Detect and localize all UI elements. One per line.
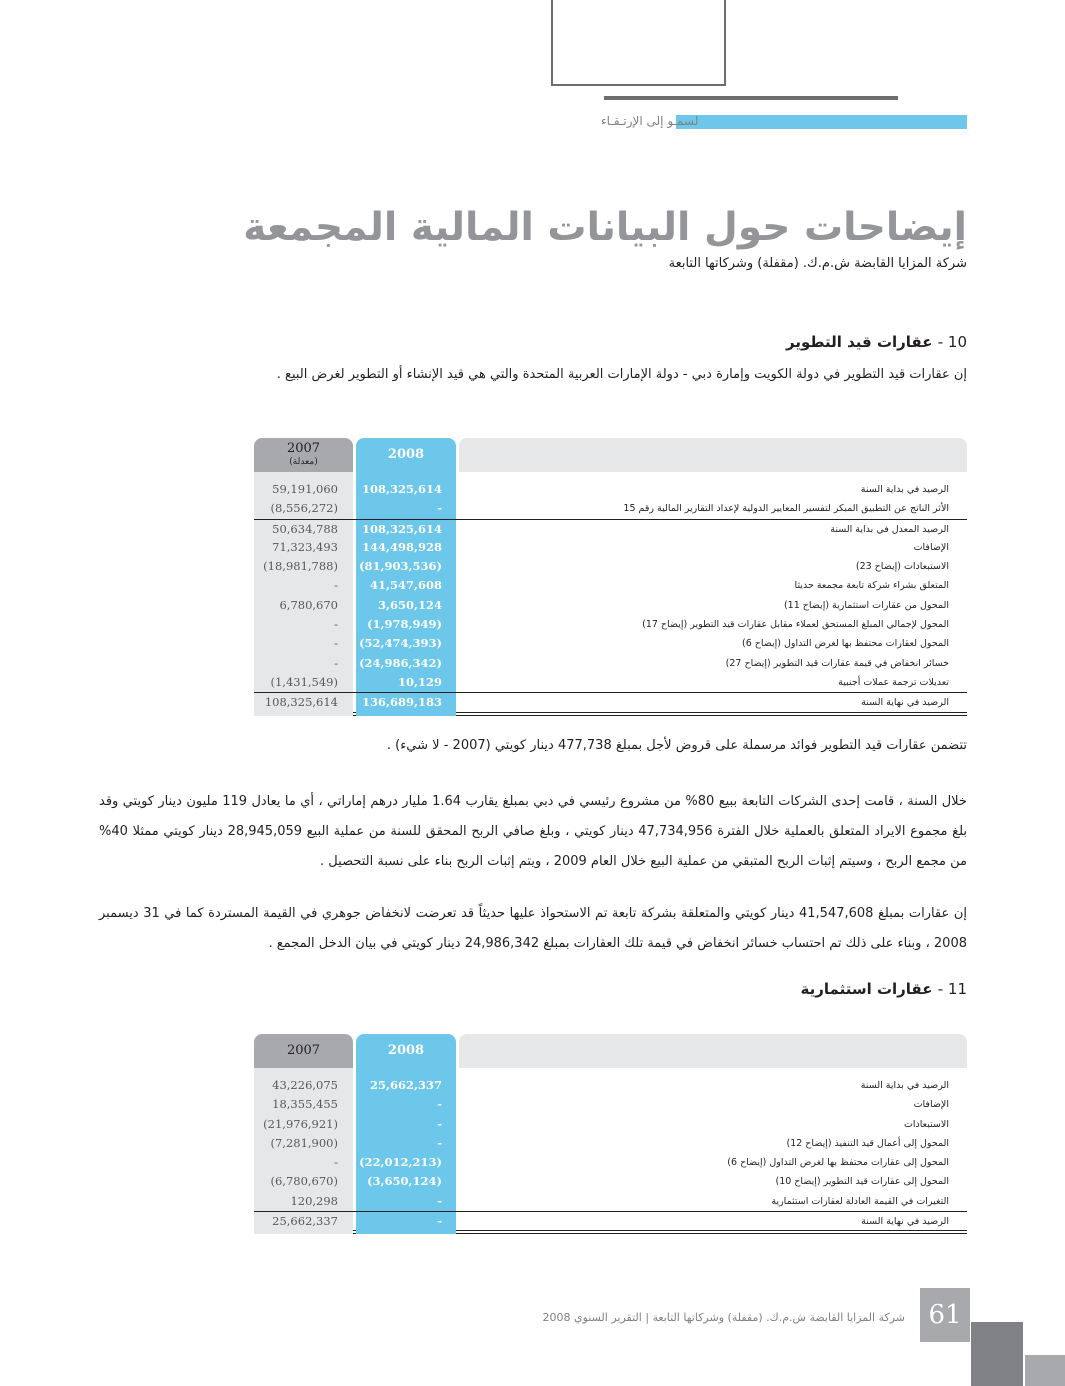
cell-2008: (81,903,536) [359,559,442,574]
table-row [254,1192,967,1211]
table-row [254,1153,967,1172]
cell-2008: 144,498,928 [361,539,442,554]
header-rule [604,96,898,100]
footer-text: شركة المزايا القابضة ش.م.ك. (مقفلة) وشركاتها التابعة | التقرير السنوي 2008 [542,1311,905,1324]
row-label: الإضافات [913,541,949,553]
header-2007-note: (معدلة) [289,457,318,467]
row-label: خسائر انخفاض في قيمة عقارات قيد التطوير (إيضاح 27) [725,657,949,669]
table-row [254,1134,967,1153]
header-2008: 2008 [356,438,456,472]
brand-bar [676,115,967,129]
cell-2007: (8,556,272) [270,501,338,516]
cell-2008: 3,650,124 [377,597,442,612]
cell-2008: 10,129 [397,674,442,689]
cell-2008: 25,662,337 [369,1078,442,1092]
table-row [254,576,967,595]
table-rows [254,1076,967,1230]
section-10-paragraph-1: تتضمن عقارات قيد التطوير فوائد مرسملة على قروض لأجل بمبلغ 477,738 دينار كويتي (2007 - لا شيء) . [386,738,967,753]
cell-2008: (52,474,393) [359,636,442,651]
cell-2008: (1,978,949) [367,617,442,632]
footer-block-light [1025,1355,1065,1386]
row-label: الرصيد المعدل في بداية السنة [830,523,949,535]
table-body [254,472,967,716]
table-body [254,1068,967,1234]
cell-2007: 43,226,075 [272,1078,338,1092]
section-11-number: 11 - [937,980,967,998]
table-row [254,1115,967,1134]
table-properties-under-development [254,438,967,716]
cell-2007: (7,281,900) [270,1135,338,1150]
row-label: المتعلق بشراء شركة تابعة مجمعة حديثا [794,580,949,592]
cell-2008: (3,650,124) [367,1174,442,1189]
row-label: التغيرات في القيمة العادلة لعقارات استثمارية [771,1195,949,1207]
table-row [254,673,967,692]
row-label: الرصيد في نهاية السنة [861,1216,949,1228]
cell-2007: (1,431,549) [270,674,338,689]
cell-2007: 50,634,788 [272,521,338,536]
footer-block-dark [971,1322,1023,1386]
table-row [254,1095,967,1114]
cell-2008: - [437,1214,442,1229]
cell-2007: 25,662,337 [272,1214,338,1229]
cell-2008: - [437,1135,442,1150]
brand-slogan: لسمـو إلى الإرتـقـاء [601,114,699,128]
section-11-title: عقارات استثمارية [800,980,933,998]
cell-2008: - [437,501,442,516]
row-label: الاستبعادات [903,1118,949,1130]
header-label-column [459,1034,967,1068]
section-10-paragraph-2: خلال السنة ، قامت إحدى الشركات التابعة ببيع 80% من مشروع رئيسي في دبي بمبلغ يقارب 1.64 مليار درهم إماراتي ، أي ما يعادل 119 مليون دينار كويتي وقد بلغ مجموع الايراد المتعلق بالعملية خلال الفترة 47,734,956 دينار كويتي ، وبلغ صافي الربح المحقق للسنة من عملية البيع 28,945,059 دينار كويتي ممثلا 40% من مجمع الربح ، وسيتم إثبات الربح المتبقي من عملية البيع خلال العام 2009 ، ويتم إثبات الربح بناء على نسبة التحصيل . [99,794,967,869]
table-row [254,692,967,711]
cell-2007: 59,191,060 [272,482,338,496]
row-label: المحول لإجمالي المبلغ المستحق لعملاء مقابل عقارات قيد التطوير (إيضاح 17) [642,619,949,631]
header-2007 [254,438,353,472]
row-label: المحول إلى عقارات محتفظ بها لغرض التداول (إيضاح 6) [727,1157,949,1169]
cell-2007: 108,325,614 [264,695,338,710]
cell-2007: (18,981,788) [263,559,338,574]
row-label: المحول من عقارات استثمارية (إيضاح 11) [783,599,949,611]
table-row [254,596,967,615]
header-2007-label: 2007 [286,441,321,456]
cell-2007: - [334,1155,338,1170]
cell-2008: 108,325,614 [361,482,442,496]
row-label: المحول لعقارات محتفظ بها لغرض التداول (إيضاح 6) [741,638,949,650]
section-10-heading [786,333,967,351]
table-investment-properties [254,1034,967,1234]
cell-2007: 120,298 [290,1193,338,1208]
cell-2008: - [437,1097,442,1112]
table-row [254,1172,967,1191]
cell-2007: - [334,655,338,670]
page-title: إيضاحات حول البيانات المالية المجمعة [243,205,967,250]
cell-2008: 136,689,183 [361,695,442,710]
section-10-paragraph-3: إن عقارات بمبلغ 41,547,608 دينار كويتي والمتعلقة بشركة تابعة تم الاستحواذ عليها حديثاً قد تعرضت لانخفاض جوهري في القيمة المستردة كما في 31 ديسمبر 2008 ، وبناء على ذلك تم احتساب خسائر انخفاض في قيمة تلك العقارات بمبلغ 24,986,342 دينار كويتي في بيان الدخل المجمع . [99,906,967,951]
section-10-title: عقارات قيد التطوير [786,333,933,351]
cell-2007: - [334,617,338,632]
table-header [254,1034,967,1068]
row-label: تعديلات ترجمة عملات أجنبية [838,676,949,688]
cell-2008: - [437,1193,442,1208]
cell-2007: 18,355,455 [272,1097,338,1112]
section-11-heading [801,980,967,998]
cell-2008: - [437,1116,442,1131]
cell-2008: 41,547,608 [369,578,442,593]
table-rows [254,480,967,712]
cell-2007: - [334,636,338,651]
page-subtitle: شركة المزايا القابضة ش.م.ك. (مقفلة) وشركاتها التابعة [668,256,967,271]
table-row [254,615,967,634]
section-10-intro: إن عقارات قيد التطوير في دولة الكويت وإمارة دبي - دولة الإمارات العربية المتحدة والتي هي قيد الإنشاء أو التطوير لغرض البيع . [276,367,967,382]
table-row [254,1076,967,1095]
table-row [254,499,967,518]
table-row [254,1211,967,1230]
row-label: الإضافات [913,1099,949,1111]
row-label: الرصيد في بداية السنة [860,1080,949,1091]
brand-strip [601,115,967,129]
page-number: 61 [920,1288,970,1342]
header-label-column [459,438,967,472]
row-label: المحول إلى عقارات قيد التطوير (إيضاح 10) [775,1176,949,1188]
cell-2008: (24,986,342) [359,655,442,670]
table-row [254,519,967,538]
table-row [254,557,967,576]
cell-2007: 71,323,493 [272,539,338,554]
cell-2007: 6,780,670 [279,597,338,612]
table-row [254,480,967,499]
table-row [254,538,967,557]
row-label: الاستبعادات (إيضاح 23) [855,561,949,573]
section-10-number: 10 - [937,333,967,351]
cell-2007: (21,976,921) [263,1116,338,1131]
cell-2007: (6,780,670) [270,1174,338,1189]
cell-2008: (22,012,213) [359,1155,442,1170]
row-label: الرصيد في بداية السنة [860,484,949,495]
header-frame [551,0,726,86]
row-label: الأثر الناتج عن التطبيق المبكر لتفسير المعايير الدولية لإعداد التقارير المالية رقم 15 [623,503,949,515]
header-2007: 2007 [254,1034,353,1068]
cell-2007: - [334,578,338,593]
cell-2008: 108,325,614 [361,521,442,536]
table-header [254,438,967,472]
table-row [254,634,967,653]
row-label: المحول إلى أعمال قيد التنفيذ (إيضاح 12) [786,1137,949,1149]
header-2008: 2008 [356,1034,456,1068]
table-row [254,654,967,673]
row-label: الرصيد في نهاية السنة [861,697,949,709]
